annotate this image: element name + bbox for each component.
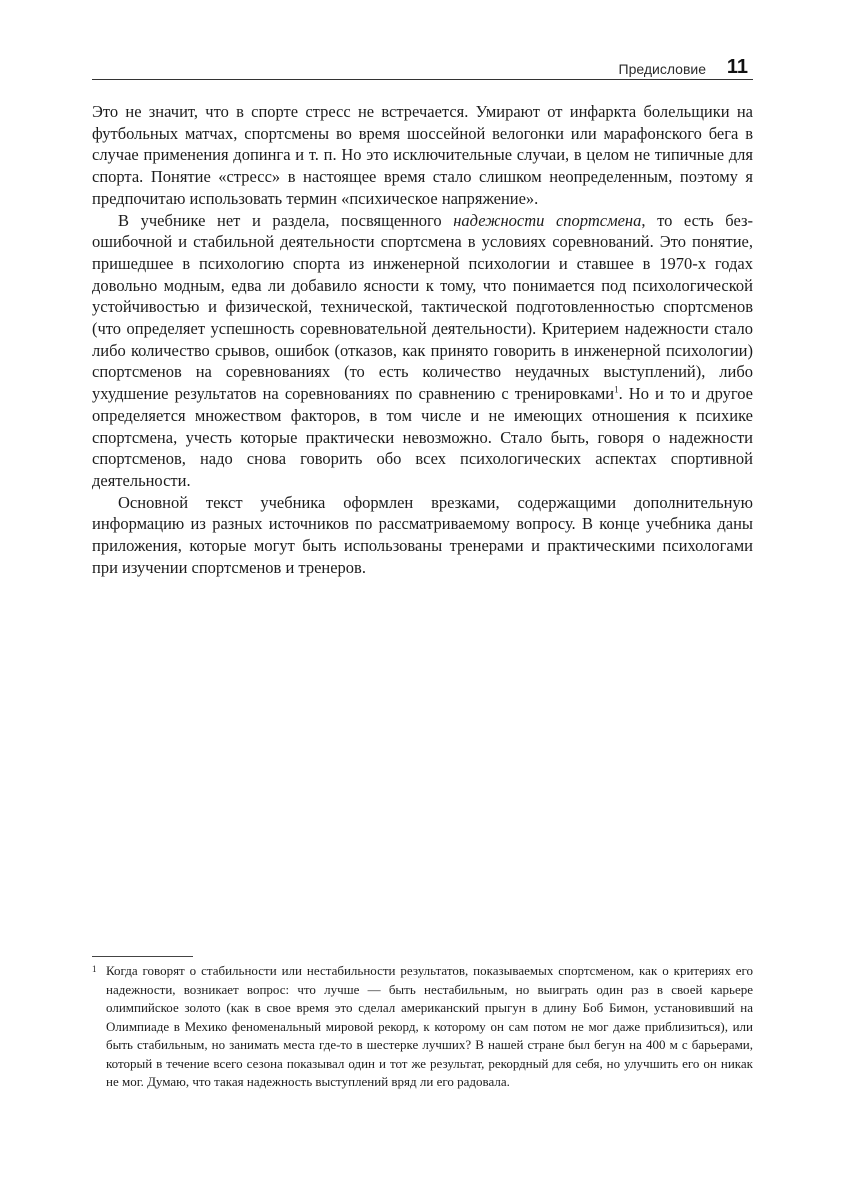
paragraph-2-text-middle: , то есть безошибочной и стабильной деятельности спортсмена в условиях соревнований. Это понятие, пришедшее в психологию спорта из инженерной психологии и ставшее в 1970-х годах довольно модным, едва ли добавило ясности к тому, что понимается под психологической устойчивостью и физической, технической, тактической подготовленностью спортсменов (что определяет успешность соревновательной деятельности). Критерием надежности стало либо количество срывов, ошибок (отказов, как принято говорить в инженерной психологии) спортсменов на соревнованиях (то есть количество неудачных выступлений), либо ухудшение результатов на соревнованиях по сравнению с тренировками (92, 210, 753, 404)
paragraph-2-text-end: . Но и то и другое определяется множеством факторов, в том числе и не имеющих отношения к психике спортсмена, учесть которые практически невозможно. Стало быть, говоря о надежности спортсменов, надо снова говорить обо всех психологических аспектах спортивной деятельности. (92, 384, 753, 490)
page-number: 11 (726, 56, 748, 78)
paragraph-2 (92, 210, 753, 492)
paragraph-2-emphasis: надежности спортсмена (453, 210, 642, 230)
footnote-mark: 1 (92, 964, 97, 974)
section-title: Предисловие (618, 61, 706, 77)
main-text (92, 101, 753, 578)
paragraph-3: Основной текст учебника оформлен врезками, содержащими дополнительную информацию из разных источников по рассматриваемому вопросу. В конце учебника даны приложения, которые могут быть использованы тренерами и практическими психологами при изучении спортсменов и тренеров. (92, 492, 753, 577)
footnote-text: Когда говорят о стабильности или нестабильности результатов, показываемых спортсменом, как о критериях его надежности, возникает вопрос: что лучше — быть нестабильным, но выиграть один раз в своей карьере олимпийское золото (как в свое время это сделал американский прыгун в длину Боб Бимон, установивший на Олимпиаде в Мехико феноменальный мировой рекорд, к которому он сам потом не мог даже приблизиться), или быть стабильным, но занимать места где-то в шестерке лучших? В нашей стране был бегун на 400 м с барьерами, который в течение всего сезона показывал один и тот же результат, рекордный для себя, но улучшить его он никак не мог. Думаю, что такая надежность выступлений вряд ли его радовала. (106, 963, 753, 1089)
running-header (92, 56, 752, 78)
footnote-rule (92, 956, 193, 957)
paragraph-1: Это не значит, что в спорте стресс не встречается. Умирают от инфаркта болельщики на футбольных матчах, спортсмены во время шоссейной велогонки или марафонского бега в случае применения допинга и т. п. Но это исключительные случаи, в целом не типичные для спорта. Понятие «стресс» в настоящее время стало слишком неопределенным, поэтому я предпочитаю использовать термин «психическое напряжение». (92, 102, 753, 208)
header-rule (92, 79, 753, 80)
paragraph-2-text-start: В учебнике нет и раздела, посвященного (118, 210, 454, 230)
footnote (92, 962, 753, 1092)
footnote-reference[interactable]: 1 (614, 384, 619, 395)
